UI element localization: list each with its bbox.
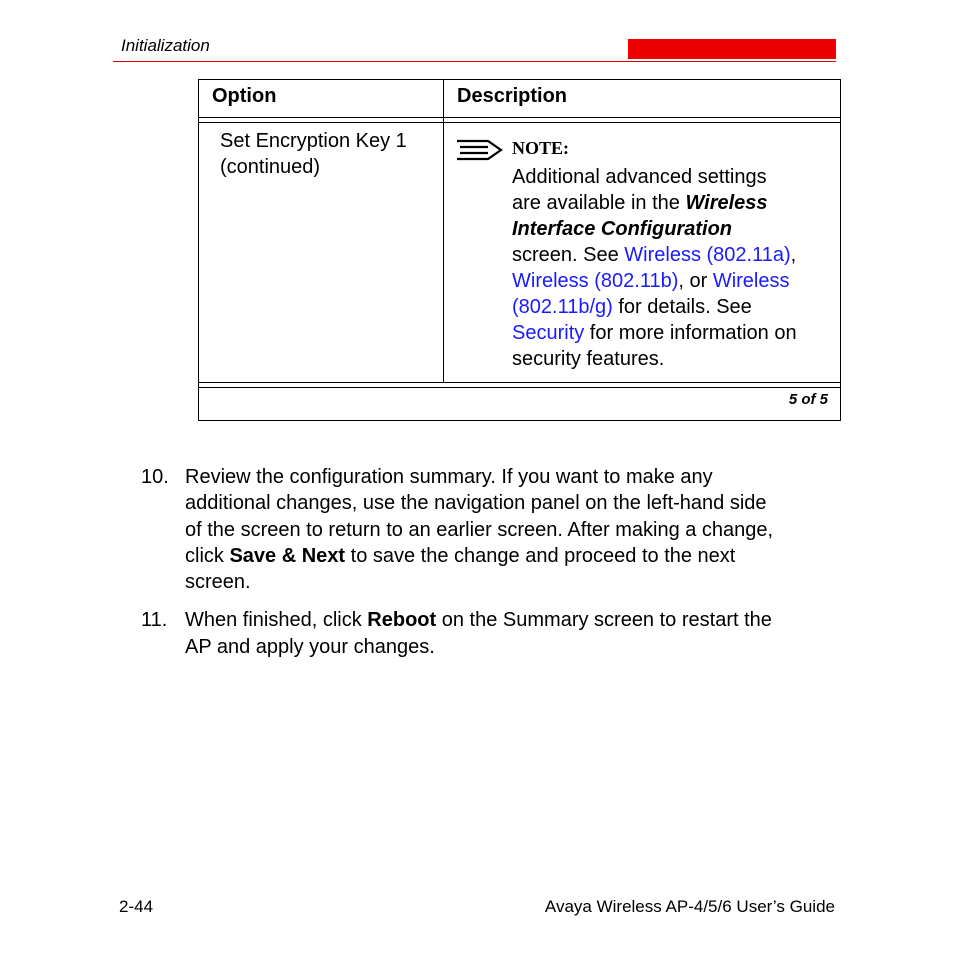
step-line: screen. [185,571,251,594]
link-wireless-80211b[interactable]: Wireless (802.11b) [512,270,679,292]
header-rule [113,61,836,62]
step-line: Review the configuration summary. If you want to make any [185,466,713,488]
step-line: of the screen to return to an earlier screen. After making a change, [185,518,774,541]
step-number: 10. [141,466,169,488]
note-line: Interface Configuration [512,218,733,240]
option-continued: (continued) [220,156,321,178]
footer-page-number: 2-44 [119,897,154,916]
step-line: AP and apply your changes. [185,635,435,658]
link-wireless-80211bg-cont[interactable]: (802.11b/g) [512,296,613,318]
table-footer-rule [199,382,840,383]
note-arrow-icon [456,138,504,162]
table-header-rule-2 [199,122,840,123]
note-line: screen. See Wireless (802.11a), [512,244,797,266]
link-security[interactable]: Security [512,322,585,344]
step-line: click Save & Next to save the change and proceed to the next [185,544,736,567]
note-line: Security for more information on [512,322,797,344]
header-accent-bar [628,39,836,59]
link-wireless-80211a[interactable]: Wireless (802.11a) [624,244,791,266]
save-next-term: Save & Next [229,544,346,567]
list-item [141,464,841,595]
step-line: When finished, click Reboot on the Summary screen to restart the [185,609,772,632]
note-line: Additional advanced settings [512,166,767,188]
running-header-title: Initialization [121,36,210,55]
list-item [141,607,841,660]
table-footer-rule-2 [199,387,840,388]
note-line: (802.11b/g) for details. See [512,296,752,318]
table-header-rule [199,117,840,118]
note-body [512,164,797,372]
table-page-indicator: 5 of 5 [788,391,828,408]
note-line: are available in the Wireless [512,192,768,214]
note-label: NOTE: [512,138,570,158]
column-header-option: Option [212,85,277,107]
reboot-term: Reboot [367,609,437,632]
steps-list [141,464,841,672]
table-column-divider [443,80,444,383]
column-header-description: Description [457,85,568,107]
step-line: additional changes, use the navigation panel on the left-hand side [185,492,767,515]
step-number: 11. [141,609,168,632]
link-wireless-80211bg[interactable]: Wireless [712,270,790,292]
note-line: security features. [512,348,665,370]
option-cell [220,128,407,180]
footer-guide-title: Avaya Wireless AP-4/5/6 User’s Guide [544,897,835,916]
note-line: Wireless (802.11b), or Wireless [512,270,790,292]
options-table [198,79,841,421]
option-name: Set Encryption Key 1 [220,130,407,152]
